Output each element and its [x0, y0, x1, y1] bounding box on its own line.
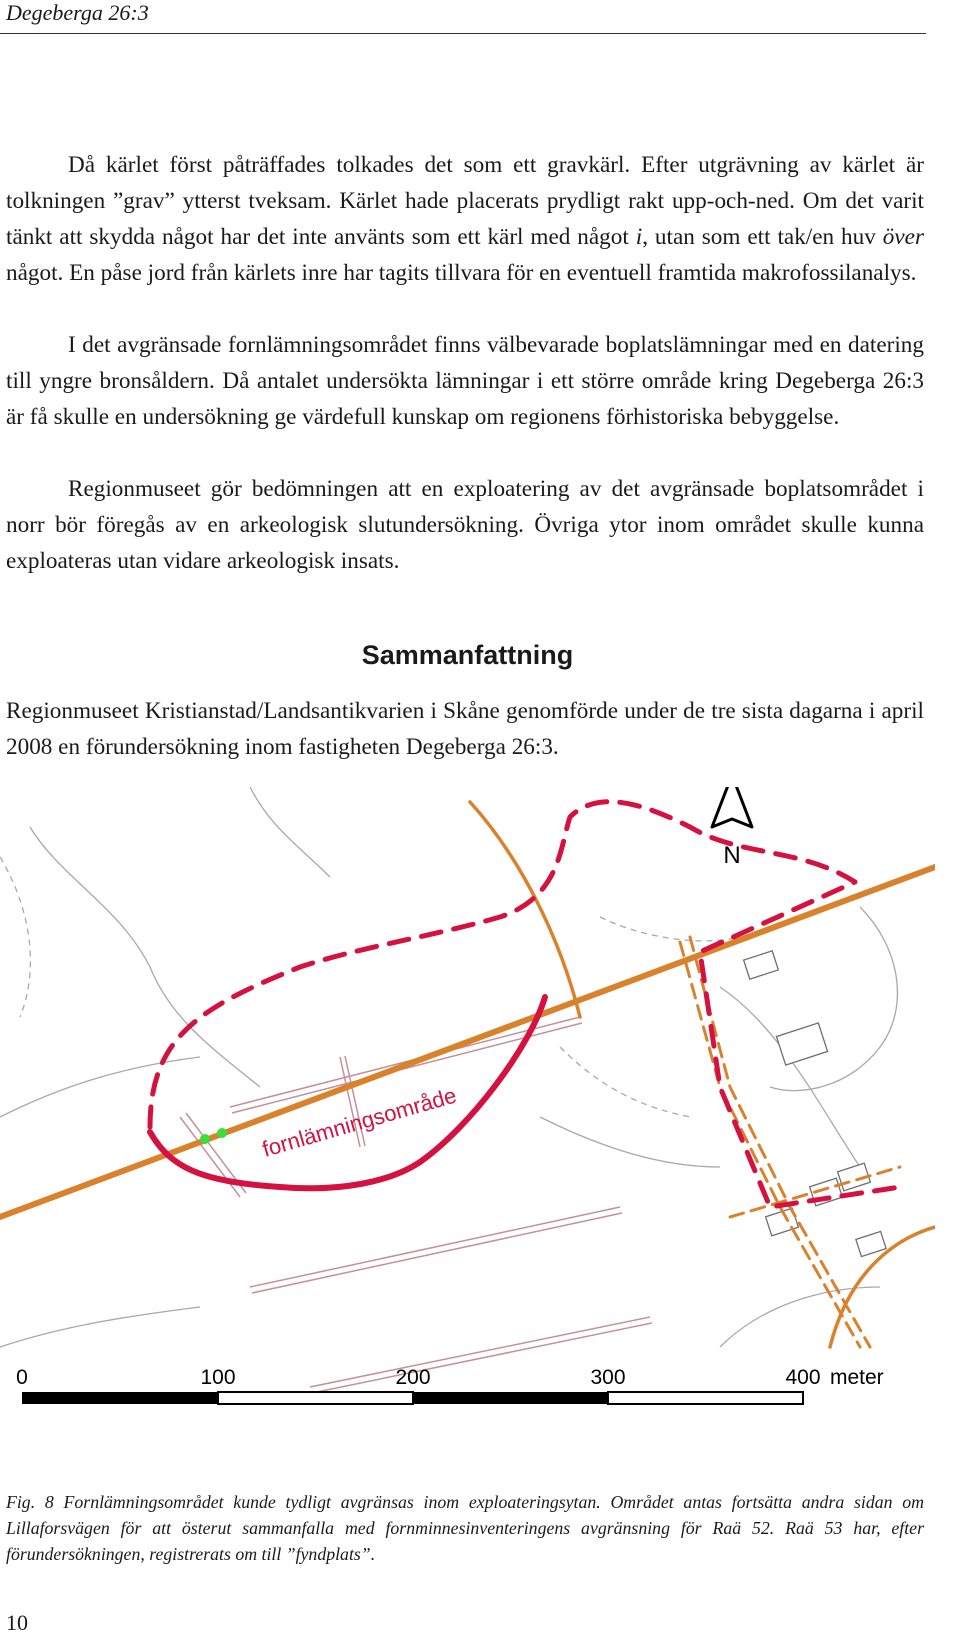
building: [856, 1231, 886, 1256]
site-map: [0, 787, 935, 1487]
terrain-line: [0, 1057, 200, 1117]
section-heading: Sammanfattning: [361, 640, 574, 670]
terrain-line: [0, 1307, 200, 1347]
scale-unit: meter: [830, 1366, 884, 1389]
field-line: [250, 1207, 620, 1287]
summary-paragraph: Regionmuseet Kristianstad/Landsantikvarien i Skåne genomförde under de tre sista dagarna i april 2008 en förundersökning inom fastigheten Degeberga 26:3.: [6, 698, 924, 760]
scale-bar: [16, 1366, 884, 1404]
figure-caption: Fig. 8 Fornlämningsområdet kunde tydligt avgränsas inom exploateringsytan. Området antas fortsätta andra sidan om Lillaforsvägen för att österut sammanfalla med fornminnesinventeringens avgränsning för Raä 52. Raä 53 har, efter förundersökningen, registrerats om till ”fyndplats”.: [6, 1492, 924, 1564]
north-arrow-icon: [712, 787, 752, 827]
paragraph-1-mid: , utan som ett tak/en huv: [642, 224, 883, 250]
scale-segment: [608, 1392, 803, 1404]
paragraph-3: Regionmuseet gör bedömningen att en exploatering av det avgränsade boplatsområdet i norr bör föregås av en arkeologisk slutundersökning. Övriga ytor inom området skulle kunna exploateras utan vidare arkeologisk insats.: [6, 476, 924, 574]
scale-label-400: 400: [785, 1366, 821, 1389]
scale-segment: [413, 1392, 608, 1404]
buildings: [744, 951, 887, 1257]
north-arrow: [712, 787, 752, 869]
italic-over: över: [882, 224, 924, 250]
scale-label-100: 100: [200, 1366, 236, 1389]
paragraph-1-text: Då kärlet först påträffades tolkades det som ett gravkärl. Efter utgrävning av kärlet är tolkningen ”grav” ytterst tveksam. Kärlet hade placerats prydligt rakt upp-och-ned. Om det varit tänkt att skydda något har det inte använts som ett kärl med något: [6, 152, 924, 250]
terrain-lines: [0, 787, 897, 1347]
building: [776, 1023, 827, 1065]
paragraph-2: I det avgränsade fornlämningsområdet finns välbevarade boplatslämningar med en datering till yngre bronsåldern. Då antalet undersökta lämningar i ett större område kring Degeberga 26:3 är få skulle en undersökning ge värdefull kunskap om regionens förhistoriska bebyggelse.: [6, 332, 924, 430]
find-point: [200, 1134, 210, 1144]
terrain-line: [600, 917, 740, 941]
scale-segment: [22, 1392, 218, 1404]
road-dashed: [690, 937, 870, 1347]
header-rule: [0, 33, 926, 34]
paragraph-1-end: något. En påse jord från kärlets inre har tagits tillvara för en eventuell framtida makrofossilanalys.: [6, 260, 917, 286]
terrain-line: [720, 1287, 880, 1347]
running-head: Degeberga 26:3: [6, 0, 149, 25]
building: [744, 951, 779, 979]
scale-label-200: 200: [395, 1366, 431, 1389]
road: [470, 802, 580, 1017]
terrain-line: [250, 787, 330, 877]
terrain-line: [540, 1117, 720, 1167]
terrain-line: [560, 1047, 690, 1117]
scale-segment: [218, 1392, 413, 1404]
field-line: [252, 1213, 622, 1293]
site-map-svg: [0, 787, 935, 1487]
north-label: N: [723, 842, 741, 869]
find-point: [217, 1128, 227, 1138]
field-boundaries: [180, 1017, 652, 1393]
area-label: fornlämningsområde: [259, 1082, 460, 1162]
scale-label-300: 300: [590, 1366, 626, 1389]
paragraph-1: [6, 147, 924, 291]
roads: [0, 802, 935, 1347]
field-line: [230, 1017, 580, 1107]
page-number: 10: [6, 1610, 28, 1635]
terrain-line: [30, 827, 260, 1087]
terrain-line: [0, 857, 30, 1017]
italic-i: i: [635, 224, 643, 250]
scale-label-0: 0: [16, 1366, 28, 1389]
